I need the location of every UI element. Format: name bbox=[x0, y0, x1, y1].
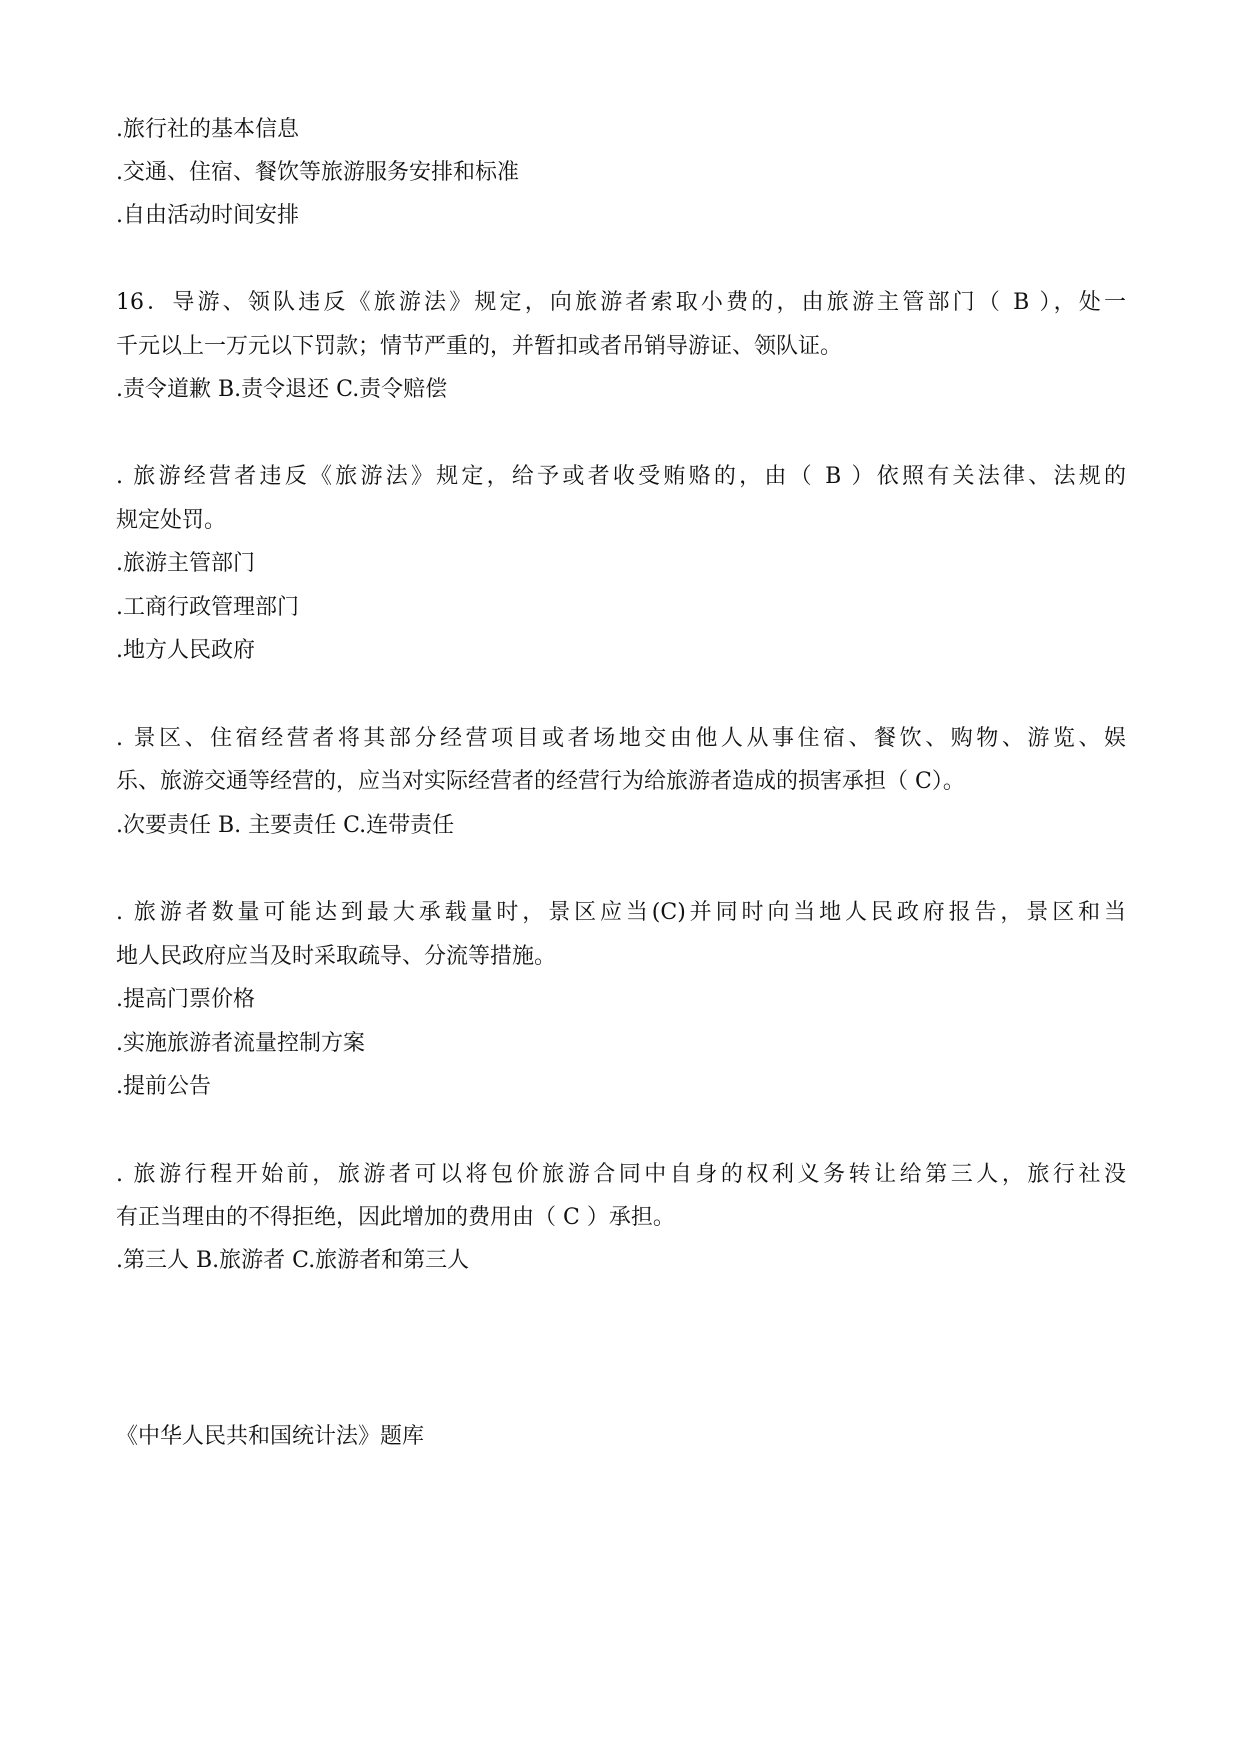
option-line: .地方人民政府 bbox=[116, 638, 255, 663]
question-line: 乐、旅游交通等经营的，应当对实际经营者的经营行为给旅游者造成的损害承担（ C）。 bbox=[116, 769, 965, 794]
answer-options: .第三人 B.旅游者 C.旅游者和第三人 bbox=[116, 1248, 470, 1273]
option-line: .旅游主管部门 bbox=[116, 551, 255, 576]
section-heading: 《中华人民共和国统计法》题库 bbox=[116, 1424, 425, 1449]
option-line: .交通、住宿、餐饮等旅游服务安排和标准 bbox=[116, 160, 519, 185]
answer-options: .次要责任 B. 主要责任 C.连带责任 bbox=[116, 813, 455, 838]
question-line: 地人民政府应当及时采取疏导、分流等措施。 bbox=[116, 944, 557, 969]
option-line: .旅行社的基本信息 bbox=[116, 117, 299, 142]
option-line: .实施旅游者流量控制方案 bbox=[116, 1031, 365, 1056]
option-line: .工商行政管理部门 bbox=[116, 595, 299, 620]
question-line: 规定处罚。 bbox=[116, 508, 227, 533]
option-line: .提高门票价格 bbox=[116, 987, 255, 1012]
question-16-line-1: 16．导游、领队违反《旅游法》规定，向旅游者索取小费的，由旅游主管部门（ B ），处一 bbox=[116, 290, 1126, 315]
question-line: . 旅游者数量可能达到最大承载量时，景区应当(C)并同时向当地人民政府报告，景区和当 bbox=[116, 900, 1126, 925]
answer-options: .责令道歉 B.责令退还 C.责令赔偿 bbox=[116, 377, 448, 402]
question-line: . 景区、住宿经营者将其部分经营项目或者场地交由他人从事住宿、餐饮、购物、游览、娱 bbox=[116, 726, 1126, 751]
option-line: .自由活动时间安排 bbox=[116, 203, 299, 228]
question-line: . 旅游经营者违反《旅游法》规定，给予或者收受贿赂的，由（ B ）依照有关法律、法规的 bbox=[116, 464, 1126, 489]
question-16-line-2: 千元以上一万元以下罚款；情节严重的，并暂扣或者吊销导游证、领队证。 bbox=[116, 334, 843, 359]
question-line: 有正当理由的不得拒绝，因此增加的费用由（ C ）承担。 bbox=[116, 1205, 675, 1230]
question-line: . 旅游行程开始前，旅游者可以将包价旅游合同中自身的权利义务转让给第三人，旅行社没 bbox=[116, 1162, 1126, 1187]
option-line: .提前公告 bbox=[116, 1074, 211, 1099]
